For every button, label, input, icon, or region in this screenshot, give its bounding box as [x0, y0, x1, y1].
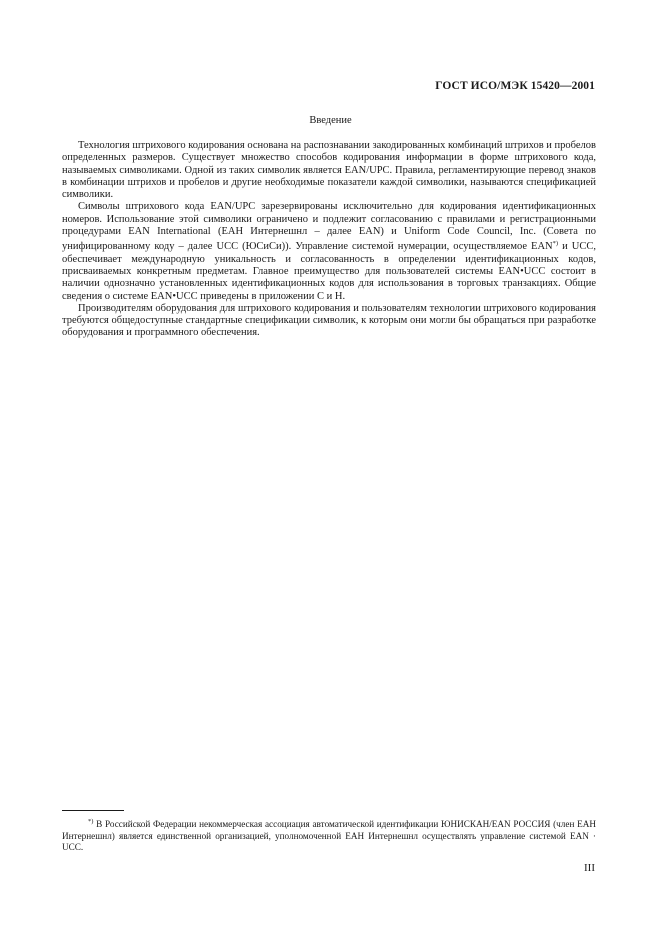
footnote-reference: *) — [552, 240, 559, 248]
footnote-body: В Российской Федерации некоммерческая ассоциация автоматической идентификации ЮНИСКАН/EAN РОССИЯ (член ЕАН Интернешнл) является единственной организацией, уполномоченной ЕАН Интернешнл осуществлять управление системой EAN · UCC. — [62, 819, 596, 853]
footnote-text — [62, 816, 596, 854]
footnote — [62, 816, 596, 854]
section-title: Введение — [309, 115, 352, 126]
paragraph-1: Технология штрихового кодирования основана на распознавании закодированных комбинаций штрихов и пробелов определенных размеров. Существует множество способов кодирования информации в форме штрихового кода, называемых символиками. Одной из таких символик является EAN/UPC. Правила, регламентирующие перевод знаков в комбинации штрихов и пробелов и другие необходимые показатели каждой символики, называются спецификацией символики. — [62, 140, 596, 201]
footnote-divider — [62, 810, 124, 811]
paragraph-2 — [62, 201, 596, 302]
body-text — [62, 140, 596, 340]
page-number: III — [584, 862, 595, 874]
paragraph-3: Производителям оборудования для штрихового кодирования и пользователям технологии штрихового кодирования требуются общедоступные стандартные спецификации символик, к которым они могли бы обращаться при разработке оборудования и программного обеспечения. — [62, 302, 596, 339]
footnote-mark: *) — [88, 818, 94, 825]
paragraph-2-part-a: Символы штрихового кода EAN/UPC зарезервированы исключительно для кодирования идентификационных номеров. Использование этой символики ограничено и подлежит согласованию с правилами и регистрационными процедурами EAN International (ЕАН Интернешнл – далее EAN) и Uniform Code Council, Inc. (Совета по унифицированному коду – далее UCC (ЮСиСи)). Управление системой нумерации, осуществляемое EAN — [62, 201, 596, 253]
paragraph-2-part-b: и UCC, обеспечивает международную уникальность и согласованность в определении идентификационных кодов, присваиваемых конкретным предметам. Главное преимущество для пользователей системы EAN•UCC состоит в наличии однозначно установленных идентификационных кодов для использования в торговых транзакциях. Общие сведения о системе EAN•UCC приведены в приложении С и Н. — [62, 241, 596, 302]
standard-header: ГОСТ ИСО/МЭК 15420—2001 — [435, 80, 595, 92]
